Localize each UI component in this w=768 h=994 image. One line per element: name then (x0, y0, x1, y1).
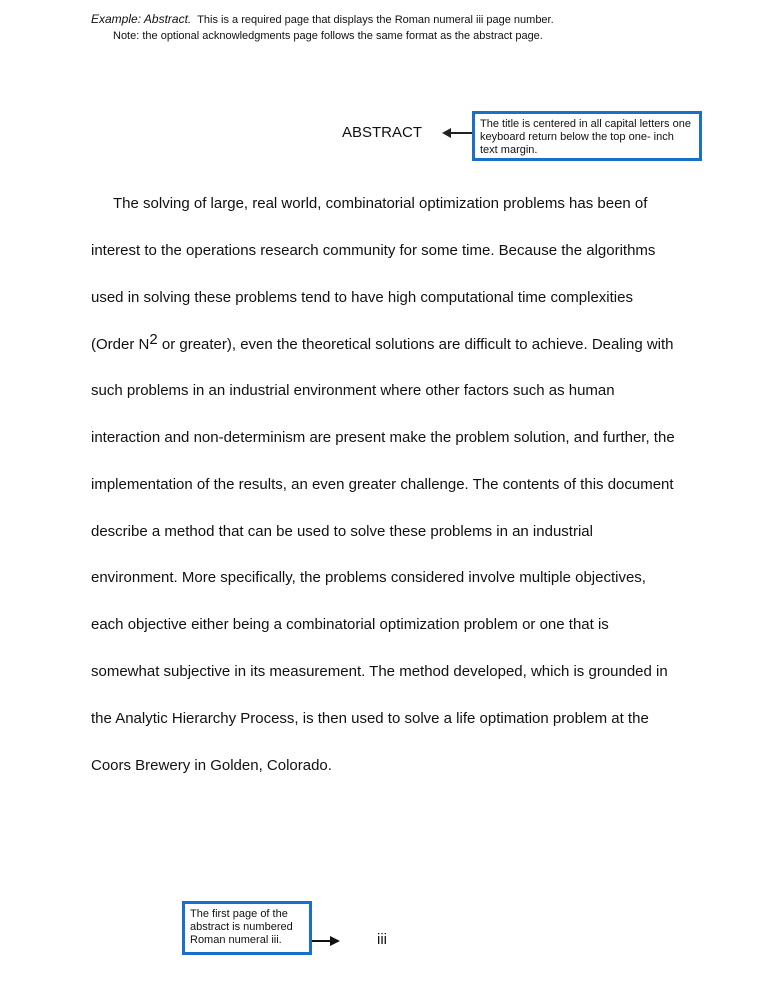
superscript: 2 (149, 331, 158, 348)
page-title: ABSTRACT (342, 124, 423, 141)
body-text: or greater), even the theoretical solutions are difficult to achieve. Dealing with (157, 336, 674, 353)
page-number: iii (377, 931, 387, 948)
body-line: the Analytic Hierarchy Process, is then used to solve a life optimation problem at the (91, 710, 649, 727)
title-callout: The title is centered in all capital letters one keyboard return below the top one- inch text margin. (472, 111, 702, 161)
instruction-description: This is a required page that displays the Roman numeral iii page number. (197, 14, 554, 26)
body-text: (Order N (91, 336, 150, 353)
body-line: Coors Brewery in Golden, Colorado. (91, 757, 332, 774)
body-line: implementation of the results, an even greater challenge. The contents of this document (91, 476, 674, 493)
body-line: environment. More specifically, the problems considered involve multiple objectives, (91, 569, 646, 586)
arrow-left-icon (444, 132, 472, 134)
body-line: interest to the operations research community for some time. Because the algorithms (91, 242, 656, 259)
arrow-right-icon (312, 940, 337, 942)
instruction-note: Note: the optional acknowledgments page follows the same format as the abstract page. (113, 30, 543, 42)
page-number-callout: The first page of the abstract is numbered Roman numeral iii. (182, 901, 312, 955)
body-line: interaction and non-determinism are present make the problem solution, and further, the (91, 429, 675, 446)
body-line: The solving of large, real world, combinatorial optimization problems has been of (113, 195, 648, 212)
body-line: each objective either being a combinatorial optimization problem or one that is (91, 616, 609, 633)
body-line: such problems in an industrial environment where other factors such as human (91, 382, 615, 399)
body-line: describe a method that can be used to solve these problems in an industrial (91, 523, 593, 540)
body-line: used in solving these problems tend to have high computational time complexities (91, 289, 633, 306)
example-label: Example: Abstract. (91, 12, 192, 26)
instruction-header (91, 12, 554, 26)
body-line: somewhat subjective in its measurement. The method developed, which is grounded in (91, 663, 668, 680)
body-line (91, 331, 674, 353)
